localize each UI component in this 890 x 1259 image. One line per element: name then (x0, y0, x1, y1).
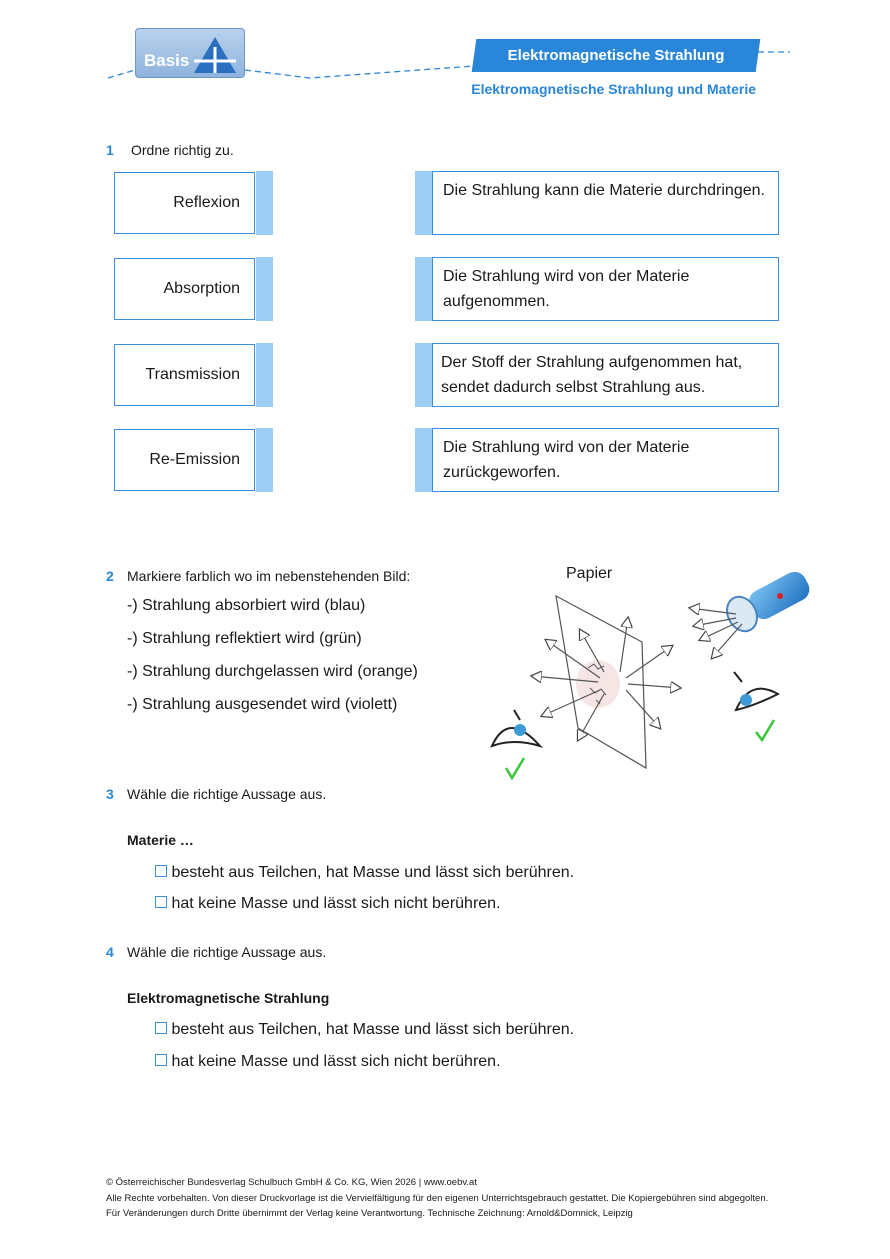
figure-label-papier: Papier (566, 565, 613, 582)
basis-logo (135, 28, 245, 78)
definition-connector[interactable] (415, 343, 432, 407)
logo-triangle-icon (192, 35, 238, 75)
task2-item: -) Strahlung durchgelassen wird (orange) (127, 663, 418, 680)
task3-instruction: Wähle die richtige Aussage aus. (127, 786, 327, 802)
term-connector[interactable] (256, 343, 273, 407)
term-connector[interactable] (256, 257, 273, 321)
definition-box[interactable]: Die Strahlung kann die Materie durchdringen. (432, 171, 779, 235)
eye-icon (492, 710, 540, 746)
header-title: Elektromagnetische Strahlung (507, 47, 725, 64)
paper-sheet-icon (556, 596, 646, 768)
definition-box[interactable]: Die Strahlung wird von der Materie aufgenommen. (432, 257, 779, 321)
definition-connector[interactable] (415, 171, 432, 235)
task3-number: 3 (106, 786, 114, 802)
term-connector[interactable] (256, 171, 273, 235)
checkbox[interactable] (155, 896, 167, 908)
term-connector[interactable] (256, 428, 273, 492)
term-box-re-emission[interactable]: Re-Emission (114, 429, 255, 491)
checkbox[interactable] (155, 1054, 167, 1066)
task3-option[interactable]: besteht aus Teilchen, hat Masse und lässt sich berühren. (155, 864, 574, 882)
task4-option[interactable]: besteht aus Teilchen, hat Masse und lässt sich berühren. (155, 1021, 574, 1039)
task4-instruction: Wähle die richtige Aussage aus. (127, 944, 327, 960)
eye-icon (734, 672, 778, 710)
checkbox[interactable] (155, 865, 167, 877)
page-subtitle: Elektromagnetische Strahlung und Materie (471, 81, 756, 97)
footer-line: © Österreichischer Bundesverlag Schulbuch GmbH & Co. KG, Wien 2026 | www.oebv.at (106, 1177, 477, 1188)
footer-line: Für Veränderungen durch Dritte übernimmt der Verlag keine Verantwortung. Technische Zeichnung: Arnold&Domnick, Leipzig (106, 1208, 633, 1219)
term-box-reflexion[interactable]: Reflexion (114, 172, 255, 234)
task2-item: -) Strahlung ausgesendet wird (violett) (127, 696, 398, 713)
checkbox[interactable] (155, 1022, 167, 1034)
task3-option[interactable]: hat keine Masse und lässt sich nicht berühren. (155, 895, 501, 913)
logo-text: Basis (144, 51, 190, 70)
task3-subject: Materie … (127, 832, 194, 848)
task1-instruction: Ordne richtig zu. (131, 142, 234, 158)
checkmark-icon (756, 720, 774, 740)
task1-number: 1 (106, 142, 114, 158)
term-box-transmission[interactable]: Transmission (114, 344, 255, 406)
radiation-figure[interactable] (480, 560, 840, 790)
task2-instruction: Markiere farblich wo im nebenstehenden Bild: (127, 568, 411, 584)
task4-number: 4 (106, 944, 114, 960)
definition-connector[interactable] (415, 257, 432, 321)
checkmark-icon (506, 758, 524, 778)
task4-option[interactable]: hat keine Masse und lässt sich nicht berühren. (155, 1053, 501, 1071)
term-box-absorption[interactable]: Absorption (114, 258, 255, 320)
task2-number: 2 (106, 568, 114, 584)
task4-subject: Elektromagnetische Strahlung (127, 990, 330, 1006)
definition-box[interactable]: Der Stoff der Strahlung aufgenommen hat, sendet dadurch selbst Strahlung aus. (432, 343, 779, 407)
footer-line: Alle Rechte vorbehalten. Von dieser Druckvorlage ist die Vervielfältigung für den eigenen Unterrichtsgebrauch gestattet. Die Kopiergebühren sind abgegolten. (106, 1193, 769, 1204)
flashlight-icon (721, 568, 813, 637)
task2-item: -) Strahlung absorbiert wird (blau) (127, 597, 366, 614)
definition-connector[interactable] (415, 428, 432, 492)
definition-box[interactable]: Die Strahlung wird von der Materie zurückgeworfen. (432, 428, 779, 492)
task2-item: -) Strahlung reflektiert wird (grün) (127, 630, 362, 647)
